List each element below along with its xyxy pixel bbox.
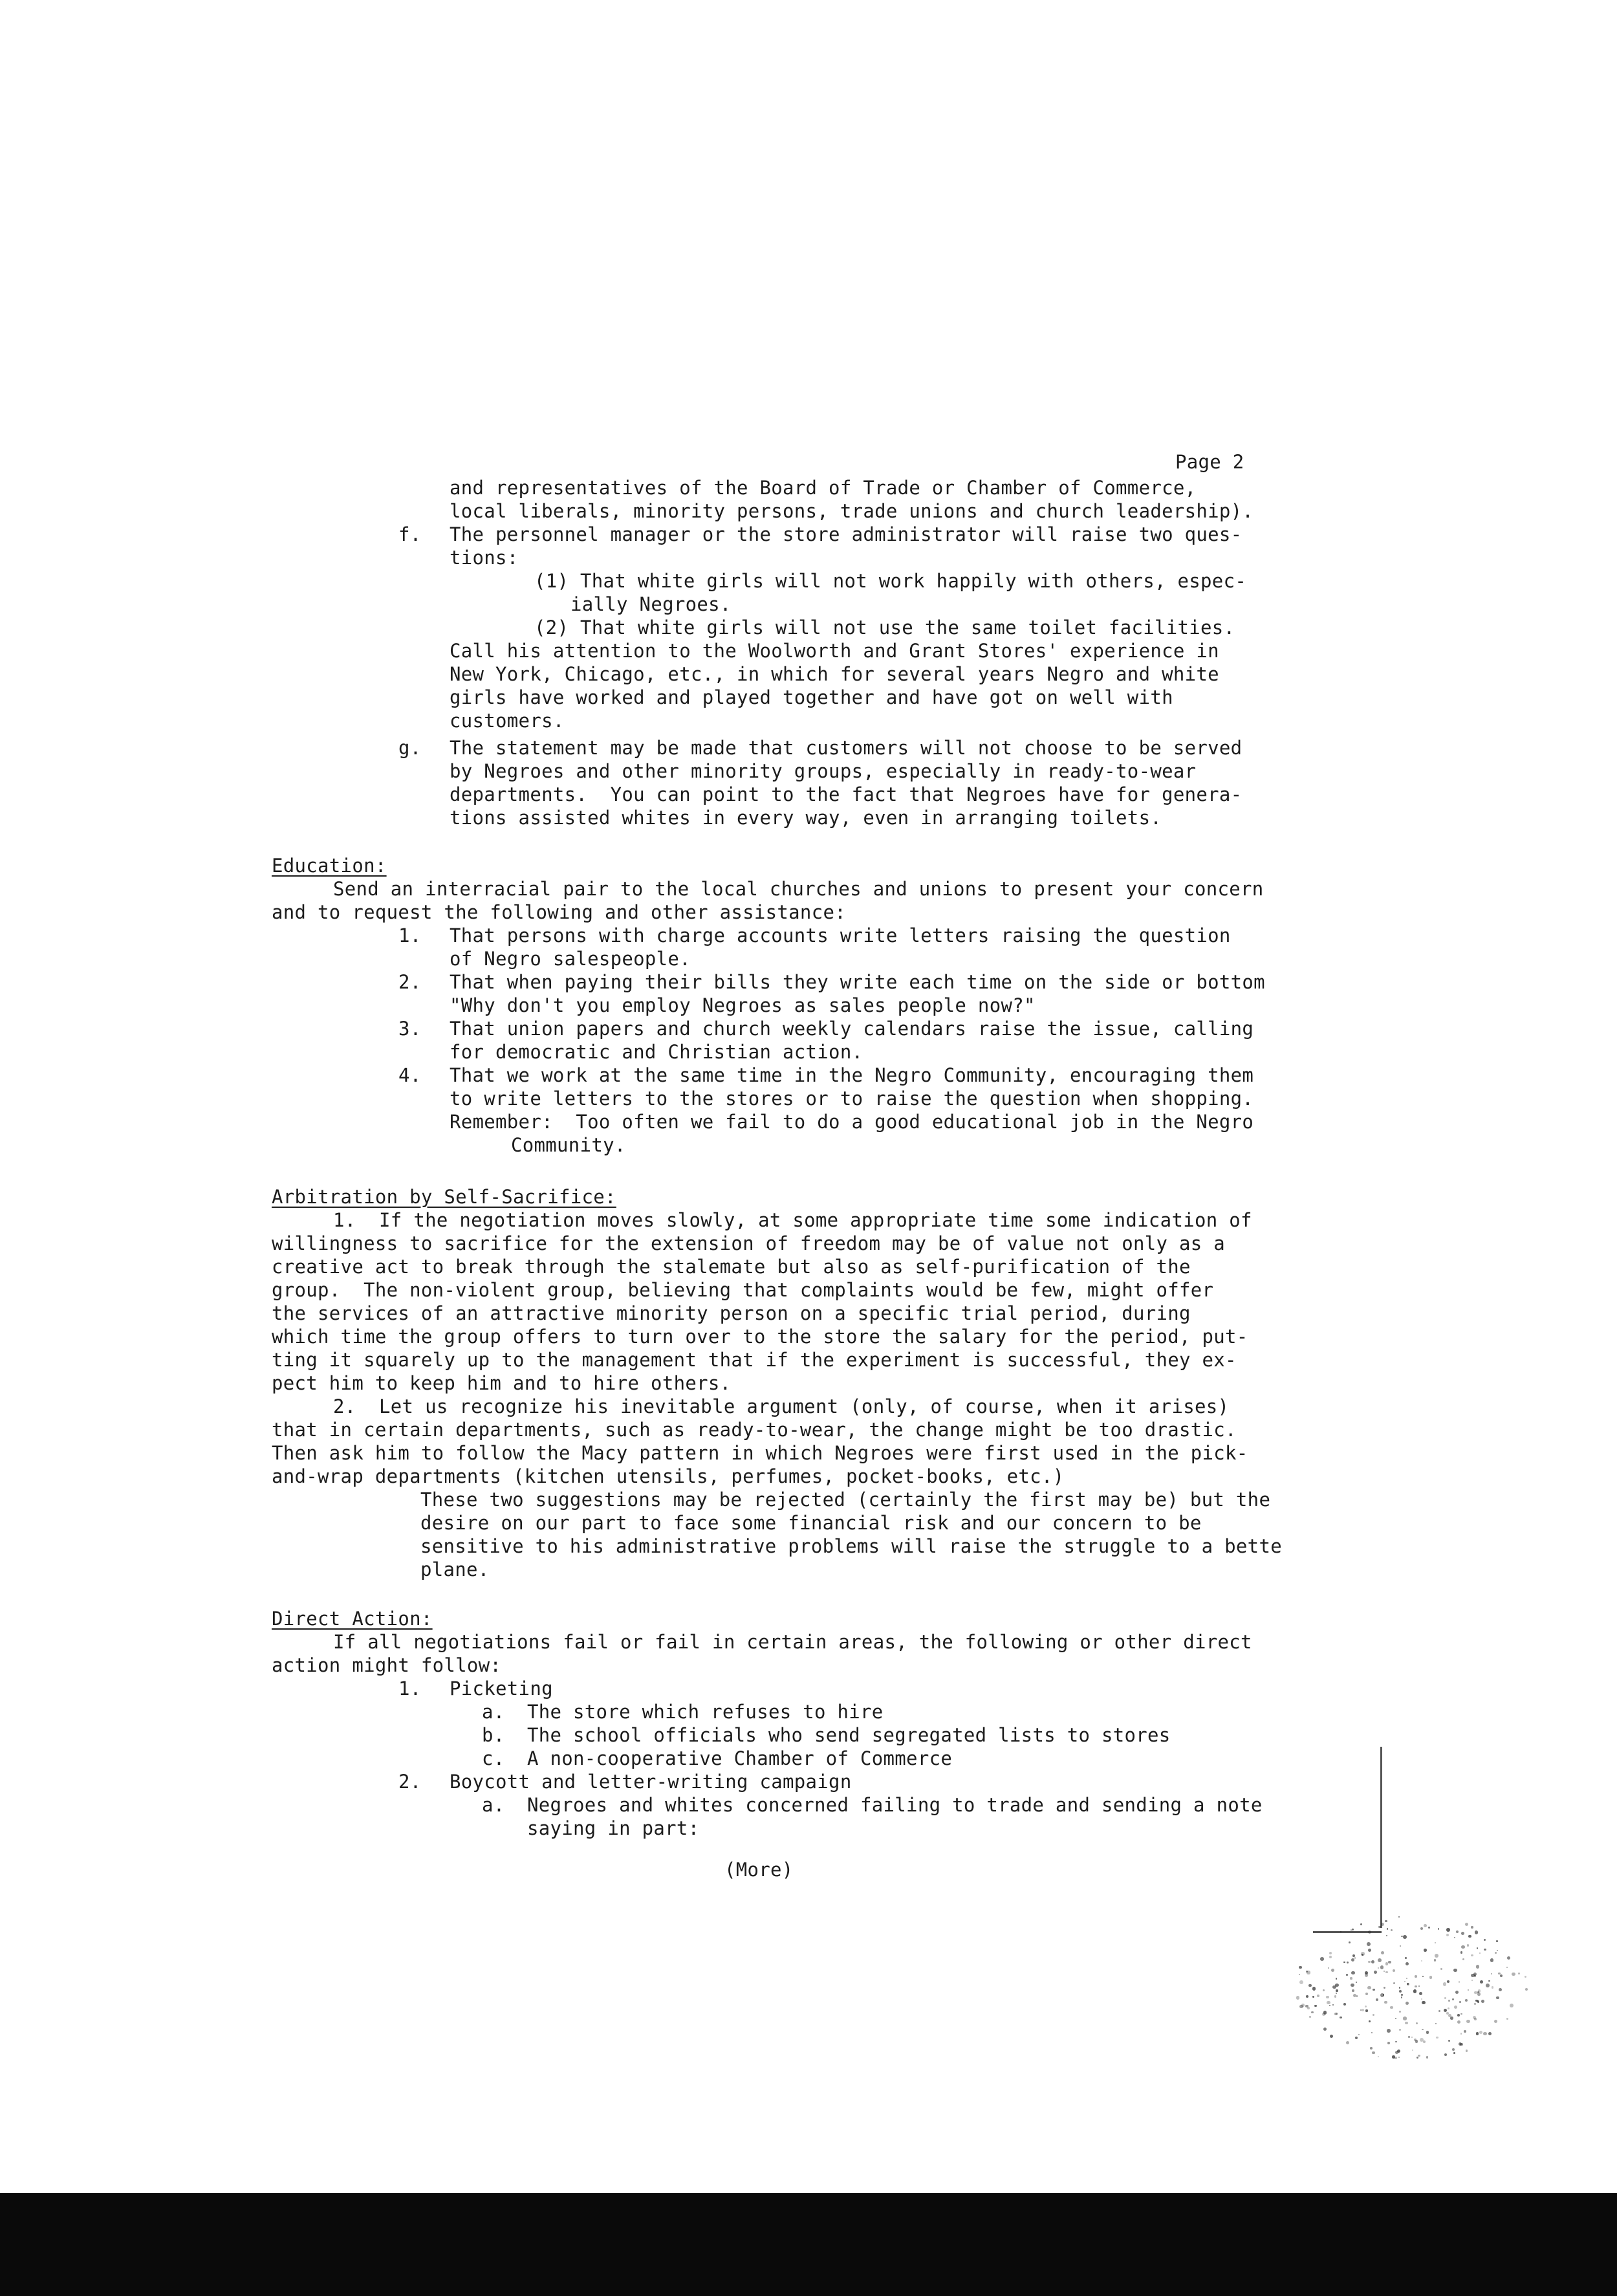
speckle-dot xyxy=(1496,1996,1499,2000)
speckle-dot xyxy=(1436,2037,1438,2039)
speckle-dot xyxy=(1406,1978,1408,1980)
speckle-dot xyxy=(1330,2035,1333,2038)
speckle-dot xyxy=(1438,2010,1440,2012)
speckle-dot xyxy=(1365,1993,1368,1995)
speckle-dot xyxy=(1457,2014,1460,2017)
speckle-dot xyxy=(1494,2020,1497,2023)
paragraph-line: desire on our part to face some financial risk and our concern to be xyxy=(420,1512,1202,1534)
section-heading-education: Education: xyxy=(272,855,387,877)
speckle-dot xyxy=(1296,1996,1300,2000)
speckle-dot xyxy=(1429,1976,1433,1979)
speckle-dot xyxy=(1477,1993,1480,1995)
speckle-dot xyxy=(1387,2029,1391,2033)
speckle-dot xyxy=(1365,2009,1367,2011)
paragraph-line: and to request the following and other assistance: xyxy=(272,901,846,923)
speckle-dot xyxy=(1399,2029,1401,2031)
paragraph-line: creative act to break through the stalemate but also as self-purification of the xyxy=(272,1256,1191,1278)
speckle-dot xyxy=(1419,1992,1422,1995)
paragraph-line: These two suggestions may be rejected (certainly the first may be) but the xyxy=(420,1489,1271,1511)
speckle-dot xyxy=(1413,1989,1416,1993)
speckle-dot xyxy=(1453,2052,1455,2054)
speckle-dot xyxy=(1388,1961,1391,1963)
speckle-dot xyxy=(1459,1981,1460,1982)
speckle-dot xyxy=(1334,1995,1337,1998)
sub-item-text: The school officials who send segregated lists to stores xyxy=(527,1724,1171,1746)
speckle-dot xyxy=(1355,2037,1358,2039)
speckle-dot xyxy=(1367,1942,1371,1946)
item-marker: g. xyxy=(398,737,422,759)
speckle-dot xyxy=(1488,2032,1492,2035)
speckle-dot xyxy=(1512,1973,1515,1976)
speckle-dot xyxy=(1460,2033,1462,2034)
speckle-dot xyxy=(1391,1929,1393,1931)
speckle-dot xyxy=(1323,2028,1327,2031)
sub-item-text: Negroes and whites concerned failing to trade and sending a note xyxy=(527,1794,1263,1816)
more-marker: (More) xyxy=(724,1859,794,1881)
speckle-dot xyxy=(1317,1995,1319,1997)
speckle-dot xyxy=(1312,1996,1314,1998)
speckle-dot xyxy=(1434,1959,1436,1961)
paragraph-line: action might follow: xyxy=(272,1654,502,1676)
speckle-dot xyxy=(1369,2020,1370,2022)
speckle-dot xyxy=(1480,1980,1483,1984)
speckle-dot xyxy=(1428,1927,1430,1929)
speckle-dot xyxy=(1352,1954,1355,1957)
speckle-dot xyxy=(1368,1930,1372,1934)
list-item-line: That union papers and church weekly calendars raise the issue, calling xyxy=(450,1018,1254,1040)
speckle-dot xyxy=(1457,2020,1460,2024)
speckle-dot xyxy=(1444,1997,1446,1999)
speckle-dot xyxy=(1426,2031,1429,2034)
speckle-dot xyxy=(1299,1966,1302,1969)
speckle-dot xyxy=(1499,1988,1502,1991)
sub-item-text: The store which refuses to hire xyxy=(527,1701,884,1723)
item-line: tions: xyxy=(450,547,519,569)
paragraph-line: and-wrap departments (kitchen utensils, perfumes, pocket-books, etc.) xyxy=(272,1465,1065,1487)
speckle-dot xyxy=(1446,1934,1449,1936)
speckle-dot xyxy=(1507,1956,1510,1960)
speckle-dot xyxy=(1405,1962,1409,1965)
sub-item-text: saying in part: xyxy=(527,1817,700,1839)
speckle-dot xyxy=(1306,1995,1308,1998)
speckle-dot xyxy=(1455,1991,1459,1994)
paragraph-line: 1. If the negotiation moves slowly, at some appropriate time some indication of xyxy=(333,1209,1252,1231)
speckle-dot xyxy=(1384,2001,1387,2004)
speckle-dot xyxy=(1420,2038,1424,2042)
speckle-dot xyxy=(1329,2005,1330,2006)
speckle-dot xyxy=(1381,1951,1384,1954)
sub-item-marker: a. xyxy=(482,1701,505,1723)
speckle-dot xyxy=(1356,1995,1358,1997)
speckle-dot xyxy=(1475,1930,1478,1934)
intro-line: local liberals, minority persons, trade unions and church leadership). xyxy=(450,500,1254,522)
speckle-dot xyxy=(1435,1942,1436,1943)
speckle-dot xyxy=(1329,1952,1332,1954)
speckle-dot xyxy=(1390,2006,1393,2009)
speckle-dot xyxy=(1398,2057,1400,2058)
section-heading-direct-action: Direct Action: xyxy=(272,1608,433,1630)
speckle-dot xyxy=(1459,2001,1461,2003)
speckle-dot xyxy=(1510,2004,1514,2007)
speckle-dot xyxy=(1474,2003,1476,2005)
speckle-dot xyxy=(1328,1967,1329,1969)
paragraph-line: that in certain departments, such as ready-to-wear, the change might be too drastic. xyxy=(272,1419,1237,1441)
speckle-dot xyxy=(1326,1996,1329,1999)
speckle-dot xyxy=(1365,2006,1367,2008)
speckle-dot xyxy=(1479,2031,1482,2034)
speckle-dot xyxy=(1385,1971,1388,1974)
paragraph-line: the services of an attractive minority person on a specific trial period, during xyxy=(272,1302,1191,1324)
paragraph-line: plane. xyxy=(420,1558,490,1580)
speckle-dot xyxy=(1497,1950,1498,1951)
list-number: 1. xyxy=(398,1678,422,1700)
list-number: 3. xyxy=(398,1018,422,1040)
speckle-dot xyxy=(1405,1957,1407,1959)
speckle-dot xyxy=(1525,1976,1526,1978)
item-line: The statement may be made that customers will not choose to be served xyxy=(450,737,1243,759)
speckle-dot xyxy=(1358,2034,1360,2035)
speckle-dot xyxy=(1399,2011,1400,2012)
speckle-dot xyxy=(1395,2041,1397,2043)
speckle-dot xyxy=(1506,2018,1508,2019)
item-line: tions assisted whites in every way, even in arranging toilets. xyxy=(450,807,1162,829)
speckle-dot xyxy=(1415,1975,1417,1978)
speckle-dot xyxy=(1465,1999,1468,2002)
speckle-dot xyxy=(1468,1989,1469,1991)
intro-line: and representatives of the Board of Trade or Chamber of Commerce, xyxy=(450,477,1197,499)
speckle-dot xyxy=(1476,2032,1479,2035)
speckle-dot xyxy=(1473,1973,1477,1976)
speckle-dot xyxy=(1301,2004,1305,2007)
speckle-dot xyxy=(1460,2013,1462,2015)
speckle-dot xyxy=(1460,1951,1463,1954)
speckle-dot xyxy=(1518,1973,1520,1974)
speckle-dot xyxy=(1340,1931,1341,1932)
speckle-dot xyxy=(1336,1993,1337,1994)
speckle-dot xyxy=(1387,2042,1390,2044)
speckle-dot xyxy=(1351,1984,1354,1987)
speckle-dot xyxy=(1352,1989,1354,1992)
paragraph-line: pect him to keep him and to hire others. xyxy=(272,1372,732,1394)
speckle-dot xyxy=(1415,1985,1416,1987)
item-marker: f. xyxy=(398,523,422,545)
speckle-dot xyxy=(1386,1935,1387,1936)
paragraph-line: Send an interracial pair to the local churches and unions to present your concern xyxy=(333,878,1264,900)
speckle-dot xyxy=(1370,2047,1373,2050)
speckle-dot xyxy=(1422,1976,1424,1977)
speckle-dot xyxy=(1456,1930,1459,1933)
speckle-dot xyxy=(1343,1962,1345,1963)
item-line: The personnel manager or the store administrator will raise two ques- xyxy=(450,523,1243,545)
speckle-dot xyxy=(1452,2048,1455,2051)
speckle-dot xyxy=(1373,1989,1375,1991)
speckle-dot xyxy=(1395,2051,1398,2054)
speckle-dot xyxy=(1381,1923,1385,1927)
speckle-dot xyxy=(1462,1958,1464,1960)
speckle-dot xyxy=(1464,2030,1466,2033)
speckle-dot xyxy=(1368,1961,1371,1963)
speckle-dot xyxy=(1347,1962,1349,1963)
scan-edge-mark xyxy=(1380,1747,1382,1928)
speckle-dot xyxy=(1405,2002,1409,2005)
speckle-dot xyxy=(1308,1984,1311,1987)
speckle-dot xyxy=(1378,1926,1381,1929)
list-number: 2. xyxy=(398,1771,422,1793)
speckle-dot xyxy=(1312,1987,1316,1990)
speckle-dot xyxy=(1395,2057,1397,2059)
speckle-dot xyxy=(1332,2004,1334,2006)
speckle-dot xyxy=(1322,2013,1325,2016)
speckle-dot xyxy=(1471,1980,1473,1981)
list-number: 2. xyxy=(398,971,422,993)
speckle-dot xyxy=(1376,1998,1378,2001)
list-number: 4. xyxy=(398,1064,422,1086)
sub-item-line: (2) That white girls will not use the same toilet facilities. xyxy=(534,617,1235,639)
speckle-dot xyxy=(1393,1969,1395,1972)
speckle-dot xyxy=(1371,1960,1374,1963)
speckle-dot xyxy=(1466,2050,1468,2052)
speckle-dot xyxy=(1404,1981,1405,1982)
paragraph-line: group. The non-violent group, believing that complaints would be few, might offer xyxy=(272,1279,1214,1301)
paragraph-line: ting it squarely up to the management that if the experiment is successful, they ex- xyxy=(272,1349,1237,1371)
speckle-dot xyxy=(1299,1974,1300,1975)
speckle-dot xyxy=(1468,1935,1471,1938)
speckle-dot xyxy=(1421,1998,1422,2000)
speckle-dot xyxy=(1383,1994,1384,1995)
speckle-dot xyxy=(1490,1958,1493,1962)
speckle-dot xyxy=(1327,2001,1330,2005)
speckle-dot xyxy=(1422,2029,1424,2031)
speckle-dot xyxy=(1385,1962,1389,1965)
speckle-dot xyxy=(1443,1982,1446,1985)
speckle-dot xyxy=(1500,1974,1503,1977)
speckle-dot xyxy=(1343,2003,1346,2006)
speckle-dot xyxy=(1424,1949,1427,1952)
speckle-dot xyxy=(1385,1920,1387,1922)
speckle-dot xyxy=(1422,2001,1426,2005)
sub-item-marker: a. xyxy=(482,1794,505,1816)
speckle-dot xyxy=(1356,1982,1357,1983)
speckle-dot xyxy=(1426,2056,1428,2058)
speckle-dot xyxy=(1448,2000,1450,2002)
list-item-line: That when paying their bills they write each time on the side or bottom xyxy=(450,971,1265,993)
speckle-dot xyxy=(1452,1998,1453,2000)
item-line: departments. You can point to the fact that Negroes have for genera- xyxy=(450,783,1243,805)
list-item-line: "Why don't you employ Negroes as sales people now?" xyxy=(450,994,1036,1016)
scan-bottom-band xyxy=(0,2193,1617,2296)
speckle-dot xyxy=(1400,1945,1401,1947)
page-number: Page 2 xyxy=(1175,451,1244,473)
speckle-dot xyxy=(1477,1991,1479,1993)
speckle-dot xyxy=(1399,1987,1401,1989)
speckle-dot xyxy=(1467,1944,1469,1946)
speckle-dot xyxy=(1408,2036,1409,2037)
speckle-dot xyxy=(1495,1952,1497,1954)
item-line: Call his attention to the Woolworth and Grant Stores' experience in xyxy=(450,640,1219,662)
speckle-dot xyxy=(1403,1935,1407,1939)
speckle-dot xyxy=(1471,1954,1473,1956)
speckle-dot xyxy=(1311,2011,1314,2014)
speckle-dot xyxy=(1444,2053,1447,2056)
speckle-dot xyxy=(1506,1967,1508,1968)
speckle-dot xyxy=(1453,1969,1457,1973)
speckle-dot xyxy=(1477,1947,1479,1949)
speckle-dot xyxy=(1405,2022,1408,2025)
speckle-dot xyxy=(1380,1965,1384,1969)
speckle-dot xyxy=(1486,1984,1490,1987)
speckle-dot xyxy=(1483,2032,1487,2036)
speckle-dot xyxy=(1387,1928,1388,1929)
list-item-line: That we work at the same time in the Negro Community, encouraging them xyxy=(450,1064,1254,1086)
item-line: customers. xyxy=(450,710,565,732)
speckle-dot xyxy=(1416,2057,1418,2059)
sub-item-line: ially Negroes. xyxy=(570,593,732,615)
speckle-dot xyxy=(1367,1986,1371,1990)
speckle-dot xyxy=(1435,2023,1437,2024)
speckle-dot xyxy=(1378,2056,1379,2057)
sub-item-text: A non-cooperative Chamber of Commerce xyxy=(527,1747,953,1769)
speckle-dot xyxy=(1476,1965,1479,1968)
speckle-dot xyxy=(1412,2050,1413,2051)
speckle-dot xyxy=(1362,2009,1364,2011)
speckle-dot xyxy=(1384,1971,1385,1972)
speckle-dot xyxy=(1374,1971,1377,1974)
list-number: 1. xyxy=(398,924,422,946)
speckle-dot xyxy=(1461,1932,1464,1935)
speckle-dot xyxy=(1466,2020,1470,2024)
speckle-dot xyxy=(1465,1923,1468,1926)
speckle-dot xyxy=(1384,1987,1385,1989)
paragraph-line: Then ask him to follow the Macy pattern in which Negroes were first used in the pick- xyxy=(272,1442,1248,1464)
speckle-dot xyxy=(1299,1980,1303,1984)
speckle-dot xyxy=(1407,1983,1409,1985)
item-line: New York, Chicago, etc., in which for several years Negro and white xyxy=(450,663,1219,685)
speckle-dot xyxy=(1448,2007,1449,2009)
speckle-dot xyxy=(1372,2051,1374,2054)
speckle-dot xyxy=(1346,2041,1349,2044)
speckle-dot xyxy=(1479,1952,1481,1954)
speckle-dot xyxy=(1323,1989,1324,1991)
speckle-dot xyxy=(1393,1982,1395,1984)
speckle-dot xyxy=(1454,1937,1455,1938)
speckle-dot xyxy=(1525,1988,1528,1991)
list-item-line: to write letters to the stores or to raise the question when shopping. xyxy=(450,1088,1254,1110)
speckle-dot xyxy=(1335,1984,1338,1987)
section-heading-arbitration: Arbitration by Self-Sacrifice: xyxy=(272,1186,616,1208)
list-item-line: That persons with charge accounts write letters raising the question xyxy=(450,924,1231,946)
speckle-dot xyxy=(1411,2037,1413,2038)
speckle-dot xyxy=(1401,1994,1403,1996)
list-item-line: Community. xyxy=(511,1134,626,1156)
speckle-dot xyxy=(1403,2017,1406,2020)
speckle-dot xyxy=(1484,1939,1486,1941)
speckle-dot xyxy=(1378,1967,1379,1969)
speckle-dot xyxy=(1424,1924,1427,1927)
speckle-dot xyxy=(1415,2040,1418,2043)
speckle-dot xyxy=(1440,1968,1442,1969)
sub-item-marker: c. xyxy=(482,1747,505,1769)
speckle-dot xyxy=(1351,1958,1354,1962)
item-line: girls have worked and played together and have got on well with xyxy=(450,686,1173,708)
speckle-dot xyxy=(1447,1980,1449,1983)
speckle-dot xyxy=(1350,1977,1352,1979)
speckle-dot xyxy=(1491,1973,1492,1974)
speckle-dot xyxy=(1496,1940,1499,1943)
speckle-dot xyxy=(1401,1996,1402,1998)
speckle-dot xyxy=(1395,2018,1396,2019)
speckle-dot xyxy=(1420,1927,1423,1930)
speckle-dot xyxy=(1454,2006,1457,2009)
speckle-dot xyxy=(1368,1949,1371,1952)
speckle-dot xyxy=(1473,2016,1476,2019)
speckle-dot xyxy=(1371,2032,1373,2033)
speckle-dot xyxy=(1438,1928,1439,1929)
speckle-dot xyxy=(1329,1956,1332,1958)
speckle-dot xyxy=(1365,1971,1368,1974)
speckle-dot xyxy=(1435,1954,1438,1958)
speckle-dot xyxy=(1416,2022,1418,2024)
item-line: by Negroes and other minority groups, especially in ready-to-wear xyxy=(450,760,1197,782)
speckle-dot xyxy=(1481,2000,1484,2003)
paragraph-line: sensitive to his administrative problems will raise the struggle to a bette xyxy=(420,1535,1282,1557)
speckle-dot xyxy=(1421,1960,1423,1962)
list-item-label: Boycott and letter-writing campaign xyxy=(450,1771,852,1793)
speckle-dot xyxy=(1336,1989,1338,1992)
list-item-label: Picketing xyxy=(450,1678,553,1700)
speckle-dot xyxy=(1398,1916,1400,1918)
list-item-line: of Negro salespeople. xyxy=(450,948,691,970)
speckle-dot xyxy=(1331,1969,1334,1972)
list-item-line: for democratic and Christian action. xyxy=(450,1041,863,1063)
speckle-dot xyxy=(1361,1952,1364,1955)
speckle-dot xyxy=(1336,1978,1337,1979)
speckle-dot xyxy=(1340,2017,1341,2018)
paragraph-line: 2. Let us recognize his inevitable argument (only, of course, when it arises) xyxy=(333,1395,1230,1417)
speckle-dot xyxy=(1378,1958,1382,1962)
speckle-dot xyxy=(1360,1923,1362,1925)
speckle-dot xyxy=(1373,2014,1374,2016)
speckle-dot xyxy=(1354,1957,1356,1958)
speckle-dot xyxy=(1307,2007,1310,2009)
speckle-dot xyxy=(1461,1945,1464,1949)
speckle-dot xyxy=(1448,2040,1450,2042)
speckle-dot xyxy=(1351,1971,1354,1974)
paragraph-line: If all negotiations fail or fail in certain areas, the following or other direct xyxy=(333,1631,1252,1653)
scan-edge-mark xyxy=(1313,1931,1382,1933)
speckle-dot xyxy=(1314,2005,1316,2007)
speckle-dot xyxy=(1349,1941,1351,1943)
speckle-dot xyxy=(1450,2017,1453,2020)
speckle-dot xyxy=(1346,1974,1348,1976)
speckle-dot xyxy=(1320,1957,1324,1961)
speckle-dot xyxy=(1446,1928,1450,1932)
list-item-line: Remember: Too often we fail to do a good educational job in the Negro xyxy=(450,1111,1254,1133)
speckle-dot xyxy=(1488,1980,1490,1982)
speckle-dot xyxy=(1484,1949,1486,1951)
speckle-dot xyxy=(1471,1926,1473,1929)
speckle-dot xyxy=(1309,2016,1311,2018)
paragraph-line: willingness to sacrifice for the extension of freedom may be of value not only as a xyxy=(272,1232,1226,1254)
sub-item-marker: b. xyxy=(482,1724,505,1746)
speckle-dot xyxy=(1352,1929,1354,1930)
speckle-dot xyxy=(1492,1986,1494,1989)
sub-item-line: (1) That white girls will not work happily with others, espec- xyxy=(534,570,1247,592)
speckle-dot xyxy=(1418,1985,1420,1987)
paragraph-line: which time the group offers to turn over to the store the salary for the period, put- xyxy=(272,1326,1248,1348)
speckle-dot xyxy=(1399,1990,1402,1993)
